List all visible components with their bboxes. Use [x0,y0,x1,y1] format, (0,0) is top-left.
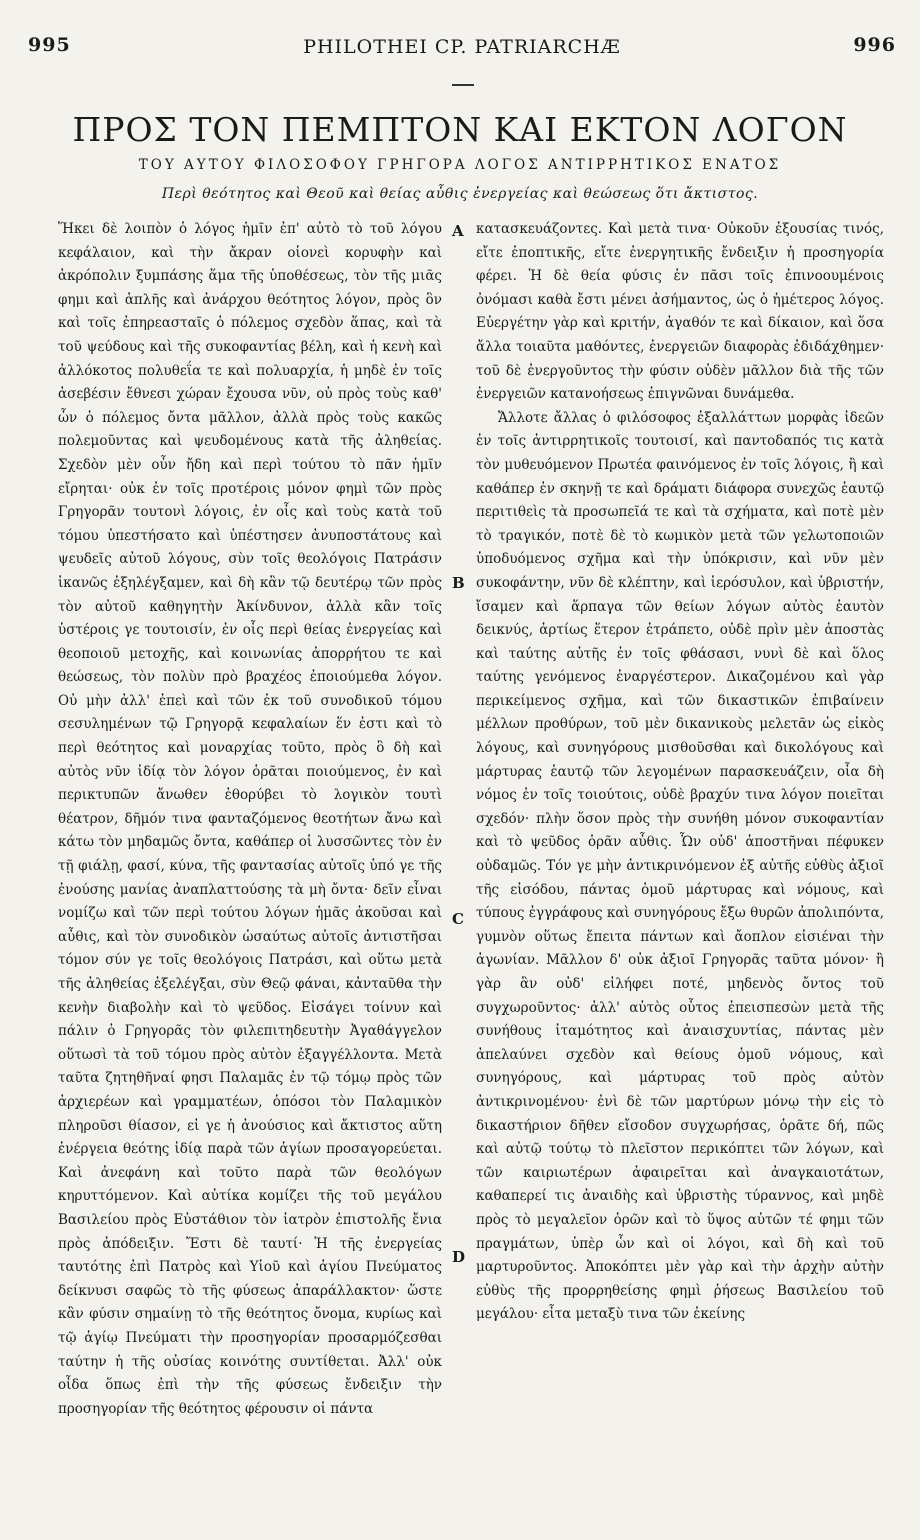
right-paragraph: κατασκευάζοντες. Καὶ μετὰ τινα· Οὐκοῦν ἐξουσίας τινός, εἴτε ἐποπτικῆς, εἴτε ἐνεργητικῆς ἔνδειξιν ἡ προσηγορία φέρει. Ἡ δὲ θεία φύσις ἐν πᾶσι τοῖς ἐπινοουμένοις ὀνόμασι καθὰ ἔστι μένει ἀσήμαντος, ὡς ὁ ἡμέτερος λόγος. Εὐεργέτην γὰρ καὶ κριτήν, ἀγαθόν τε καὶ δίκαιον, καὶ ὅσα ἄλλα τοιαῦτα μαθόντες, ἐνεργειῶν διαφορὰς ἐδιδάχθημεν· τοῦ δὲ ἐνεργοῦντος τὴν φύσιν οὐδὲν μᾶλλον διὰ τῆς τῶν ἐνεργειῶν κατανοήσεως ἐπιγνῶναι δυνάμεθα. [476,221,884,403]
section-topic: Περὶ θεότητος καὶ Θεοῦ καὶ θείας αὖθις ἐνεργείας καὶ θεώσεως ὅτι ἄκτιστος. [161,186,759,202]
section-subtitle: ΤΟΥ ΑΥΤΟΥ ΦΙΛΟΣΟΦΟΥ ΓΡΗΓΟΡΑ ΛΟΓΟΣ ΑΝΤΙΡΡΗΤΙΚΟΣ ΕΝΑΤΟΣ [138,157,782,173]
section-title: ΠΡΟΣ ΤΟΝ ΠΕΜΠΤΟΝ ΚΑΙ ΕΚΤΟΝ ΛΟΓΟΝ [72,110,848,149]
running-title: PHILOTHEI CP. PATRIARCHÆ [303,36,621,58]
running-header [28,34,896,64]
right-column [476,218,884,1327]
left-column [58,218,442,1421]
header-rule [452,84,474,86]
left-paragraph: Ἥκει δὲ λοιπὸν ὁ λόγος ἡμῖν ἐπ' αὐτὸ τὸ τοῦ λόγου κεφάλαιον, καὶ τὴν ἄκραν οἱονεὶ κορυφὴν καὶ ἀκρόπολιν ξυμπάσης ἅμα τῆς ὑποθέσεως, τὸν τῆς μιᾶς φημι καὶ ἁπλῆς καὶ ἀνάρχου θεότητος λόγον, πρὸς ὃν καὶ τοῖς ἐπηρεασταῖς ὁ πόλεμος σχεδὸν ἅπας, καὶ τὰ τοῦ ψεύδους καὶ τῆς συκοφαντίας βέλη, καὶ ἡ κενὴ καὶ ἀλλόκοτος πολυθεΐα τε καὶ πολυαρχία, ἡ μηδὲ ἐν τοῖς ἀσεβέσιν ἔθνεσι χώραν ἔχουσα νῦν, οὐ πρὸς τοὺς καθ' ὧν ὁ πόλεμος ὄντα μᾶλλον, ἀλλὰ πρὸς τοὺς κακῶς πολεμοῦντας καὶ ψευδομένους κατὰ τῆς ἀληθείας. Σχεδὸν μὲν οὖν ἤδη καὶ περὶ τούτου τὸ πᾶν ἡμῖν εἴρηται· οὐκ ἐν τοῖς προτέροις μόνον φημὶ τῶν πρὸς Γρηγορᾶν τουτονὶ λόγοις, ἐν οἷς καὶ τοὺς κατὰ τοῦ τόμου ὑπεστήσατο καὶ ὑπέστησεν ἀνυποστάτους καὶ ψευδεῖς αὐτοῦ λόγους, σὺν τοῖς θεολόγοις Πατράσιν ἱκανῶς ἐξηλέγξαμεν, καὶ δὴ κἂν τῷ δευτέρῳ τῶν πρὸς τὸν αὐτοῦ καθηγητὴν Ἀκίνδυνον, ἀλλὰ κἂν τοῖς ὑστέροις γε τουτοισίν, ἐν οἷς περὶ θείας ἐνεργείας καὶ θεοποιοῦ μετοχῆς, καὶ κοινωνίας ἀπορρήτου τε καὶ θεώσεως, τὸν πολὺν πρὸ βραχέος ἐποιούμεθα λόγον. Οὐ μὴν ἀλλ' ἐπεὶ καὶ τῶν ἐκ τοῦ συνοδικοῦ τόμου σεσυλημένων τῷ Γρηγορᾷ κεφαλαίων ἕν ἐστι καὶ τὸ περὶ θεότητος καὶ μοναρχίας τοῦτο, πρὸς ὃ δὴ καὶ αὐτὸς νῦν ἰδίᾳ τὸν λόγον ὁρᾶται ποιούμενος, ἐν καὶ περικτυπῶν ἄνωθεν ἐθορύβει τὸ λογικὸν τουτὶ θέατρον, δῆμόν τινα φανταζόμενος θεοτήτων ἄνω καὶ κάτω τὸν μηδαμῶς ὄντα, καθάπερ οἱ λυσσῶντες τὸν ἐν τῇ φιάλῃ, φασί, κύνα, τῆς φαντασίας αὐτοῖς ὑπό γε τῆς ἐνούσης μανίας ἀναπλαττούσης τὰ μὴ ὄντα· δεῖν εἶναι νομίζω καὶ τῶν περὶ τούτου λόγων ἡμᾶς ἀκοῦσαι καὶ αὖθις, καὶ τὸν συνοδικὸν ὡσαύτως αὐτοῖς ἀντιστῆσαι τόμον σύν γε τοῖς θεολόγοις Πατράσι, καὶ οὕτω μετὰ τῆς ἀληθείας ἐξελέγξαι, σὺν Θεῷ φάναι, κἀνταῦθα τὴν κενὴν διαβολὴν καὶ τὸ ψεῦδος. Εἰσάγει τοίνυν καὶ πάλιν ὁ Γρηγορᾶς τὸν φιλεπιτηδευτὴν Ἀγαθάγγελον οὕτωσὶ τὰ τοῦ τόμου πρὸς αὐτὸν ἐξαγγέλλοντα. Μετὰ ταῦτα ζητηθῆναί φησι Παλαμᾶς ἐν τῷ τόμῳ πρὸς τῶν ἀρχιερέων καὶ γραμματέων, ὁπόσοι τὸν Παλαμικὸν πληροῦσι θίασον, εἰ γε ἡ ἀνούσιος καὶ ἄκτιστος αὕτη ἐνέργεια θεότης ἰδίᾳ παρὰ τῶν ἁγίων προσαγορεύεται. Καὶ ἀνεφάνη καὶ τοῦτο παρὰ τῶν θεολόγων κηρυττόμενον. Καὶ αὐτίκα κομίζει τῆς τοῦ μεγάλου Βασιλείου πρὸς Εὐστάθιον τὸν ἰατρὸν ἐπιστολῆς ἔνια πρὸς ἀπόδειξιν. Ἔστι δὲ ταυτί· Ἡ τῆς ἐνεργείας ταυτότης ἐπὶ Πατρὸς καὶ Υἱοῦ καὶ ἁγίου Πνεύματος δείκνυσι σαφῶς τὸ τῆς φύσεως ἀπαράλλακτον· ὥστε κἂν φύσιν σημαίνῃ τὸ τῆς θεότητος ὄνομα, κυρίως καὶ τῷ ἁγίῳ Πνεύματι τὴν προσηγορίαν προσαρμόζεσθαι ταύτην ἡ τῆς οὐσίας κοινότης συντίθεται. Ἀλλ' οὐκ οἶδα ὅπως ἐπὶ τὴν τῆς φύσεως ἔνδειξιν τὴν προσηγορίαν τῆς θεότητος φέρουσιν οἱ πάντα [58,221,442,1417]
page-number-left: 995 [28,34,71,56]
margin-marker-c: C [452,910,464,928]
margin-marker-a: A [452,222,464,240]
margin-marker-b: B [452,574,465,592]
margin-marker-d: D [452,1248,466,1266]
page-number-right: 996 [853,34,896,56]
right-paragraph: Ἄλλοτε ἄλλας ὁ φιλόσοφος ἐξαλλάττων μορφὰς ἰδεῶν ἐν τοῖς ἀντιρρητικοῖς τουτοισί, καὶ παντοδαπός τις κατὰ τὸν μυθευόμενον Πρωτέα φαινόμενος ἐν τοῖς λόγοις, ἢ καὶ καθάπερ ἐν σκηνῇ τε καὶ δράματι διάφορα συνεχῶς ἑαυτῷ περιτιθεὶς τὰ προσωπεῖά τε καὶ τὰ σχήματα, καὶ ποτὲ μὲν τὸ τραγικόν, ποτὲ δὲ τὸ κωμικὸν μετὰ τῶν γελωτοποιῶν ὑποδυόμενος σχῆμα καὶ τὴν ὑπόκρισιν, καὶ νῦν μὲν συκοφάντην, νῦν δὲ κλέπτην, καὶ ἱερόσυλον, καὶ ὑβριστήν, ἴσαμεν καὶ ἅρπαγα τῶν θείων λόγων αὐτὸς ἑαυτὸν δεικνύς, ἀρτίως ἕτερον ἐτράπετο, οὐδὲ πρὶν μὲν ἀποστὰς καὶ ταύτης αὐτῆς ἐν τοῖς φθάσασι, νυνὶ δὲ καὶ ὅλος ταύτης γενόμενος ἐναργέστερον. Δικαζομένου καὶ γὰρ περικείμενος σχῆμα, καὶ τῶν δικαστικῶν ἐπιβαίνειν μέλλων προθύρων, τοῦ μὲν δικανικοὺς μελετᾶν ὡς εἰκὸς λόγους, καὶ συνηγόρους μισθοῦσθαι καὶ δικολόγους καὶ μάρτυρας ἑαυτῷ τῶν λεγομένων παρασκευάζειν, οἷα δὴ νόμος ἐν τοῖς τοιούτοις, οὐδὲ βραχύν τινα λόγον ποιεῖται σχεδόν· πλὴν ὅσον πρὸς τὴν συνήθη μόνον συκοφαντίαν καὶ τὸ ψεῦδος ὁρᾶν αὖθις. Ὧν οὐδ' ἀποστῆναι πέφυκεν οὐδαμῶς. Τόν γε μὴν ἀντικρινόμενον ἐξ αὐτῆς εὐθὺς ἀξιοῖ τῆς εἰσόδου, πάντας ὁμοῦ μάρτυρας καὶ νόμους, καὶ τύπους ἐγγράφους καὶ συνηγόρους ἔξω θυρῶν ἀπολιπόντα, γυμνὸν οὕτως ἔπειτα πάντων καὶ ἄοπλον εἰσιέναι τὴν ἀγωνίαν. Μᾶλλον δ' οὐκ ἀξιοῖ Γρηγορᾶς ταῦτα μόνον· ἢ γὰρ ἂν οὐδ' εἰλήφει ποτέ, μηδενὸς ὄντος τοῦ συγχωροῦντος· ἀλλ' αὐτὸς οὗτος ἐπεισπεσὼν μετὰ τῆς συνήθους ἰταμότητος καὶ ἀναισχυντίας, πάντας μὲν ἀπελαύνει σχεδὸν καὶ θείους ὁμοῦ νόμους, καὶ συνηγόρους, καὶ μάρτυρας τοῦ πρὸς αὐτὸν ἀντικρινομένου· ἐνὶ δὲ τῶν μαρτύρων μόνῳ τὴν εἰς τὸ δικαστήριον δῆθεν εἴσοδον συγχωρήσας, ὁρᾶτε δή, πῶς καὶ αὐτῷ τούτῳ τὸ πλεῖστον περικόπτει τῶν λόγων, καὶ τῶν καιριωτέρων ἀφαιρεῖται καὶ ἀναγκαιοτάτων, καθαπερεί τις ἀναιδὴς καὶ ὑβριστὴς τύραννος, καὶ μηδὲ πρὸς τὸ μεγαλεῖον ὁρῶν καὶ τὸ ὕψος αὐτῶν τέ φημι τῶν πραγμάτων, ὑπὲρ ὧν καὶ οἱ λόγοι, καὶ δὴ καὶ τοῦ μαρτυροῦντος. Ἀποκόπτει μὲν γὰρ καὶ τὴν ἀρχὴν αὐτὴν εὐθὺς τῆς προρρηθείσης φημὶ ῥήσεως Βασιλείου τοῦ μεγάλου· εἶτα μεταξὺ τινα τῶν ἐκείνης [476,409,884,1323]
